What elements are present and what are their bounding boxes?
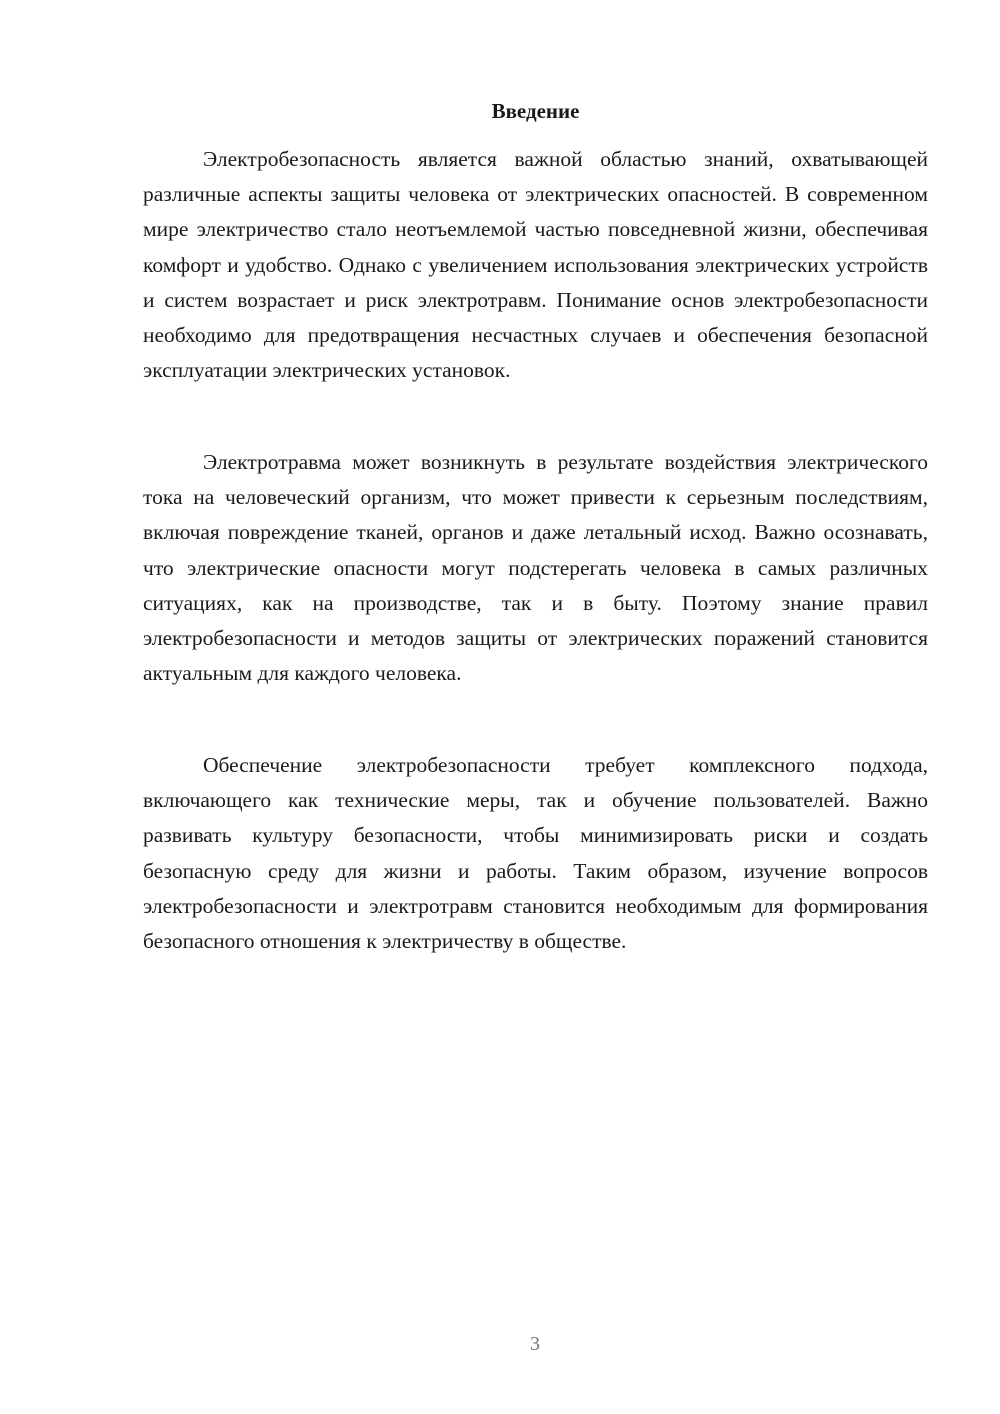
paragraph-text: Электротравма может возникнуть в результате воздействия электрического тока на человеческий организм, что может привести к серьезным последствиям, включая повреждение тканей, органов и даже летальный исход. Важно осознавать, что электрические опасности могут подстерегать человека в самых различных ситуациях, как на производстве, так и в быту. Поэтому знание правил электробезопасности и методов защиты от электрических поражений становится актуальным для каждого человека. [143, 450, 928, 686]
paragraph-text: Электробезопасность является важной областью знаний, охватывающей различные аспекты защиты человека от электрических опасностей. В современном мире электричество стало неотъемлемой частью повседневной жизни, обеспечивая комфорт и удобство. Однако с увеличением использования электрических устройств и систем возрастает и риск электротравм. Понимание основ электробезопасности необходимо для предотвращения несчастных случаев и обеспечения безопасной эксплуатации электрических установок. [143, 147, 928, 383]
section-title: Введение [491, 99, 580, 123]
paragraph-2 [143, 445, 928, 691]
page-number: 3 [530, 1333, 540, 1355]
paragraph-3 [143, 748, 928, 959]
paragraph-text: Обеспечение электробезопасности требует комплексного подхода, включающего как технические меры, так и обучение пользователей. Важно развивать культуру безопасности, чтобы минимизировать риски и создать безопасную среду для жизни и работы. Таким образом, изучение вопросов электробезопасности и электротравм становится необходимым для формирования безопасного отношения к электричеству в обществе. [143, 753, 928, 954]
paragraph-1 [143, 142, 928, 388]
